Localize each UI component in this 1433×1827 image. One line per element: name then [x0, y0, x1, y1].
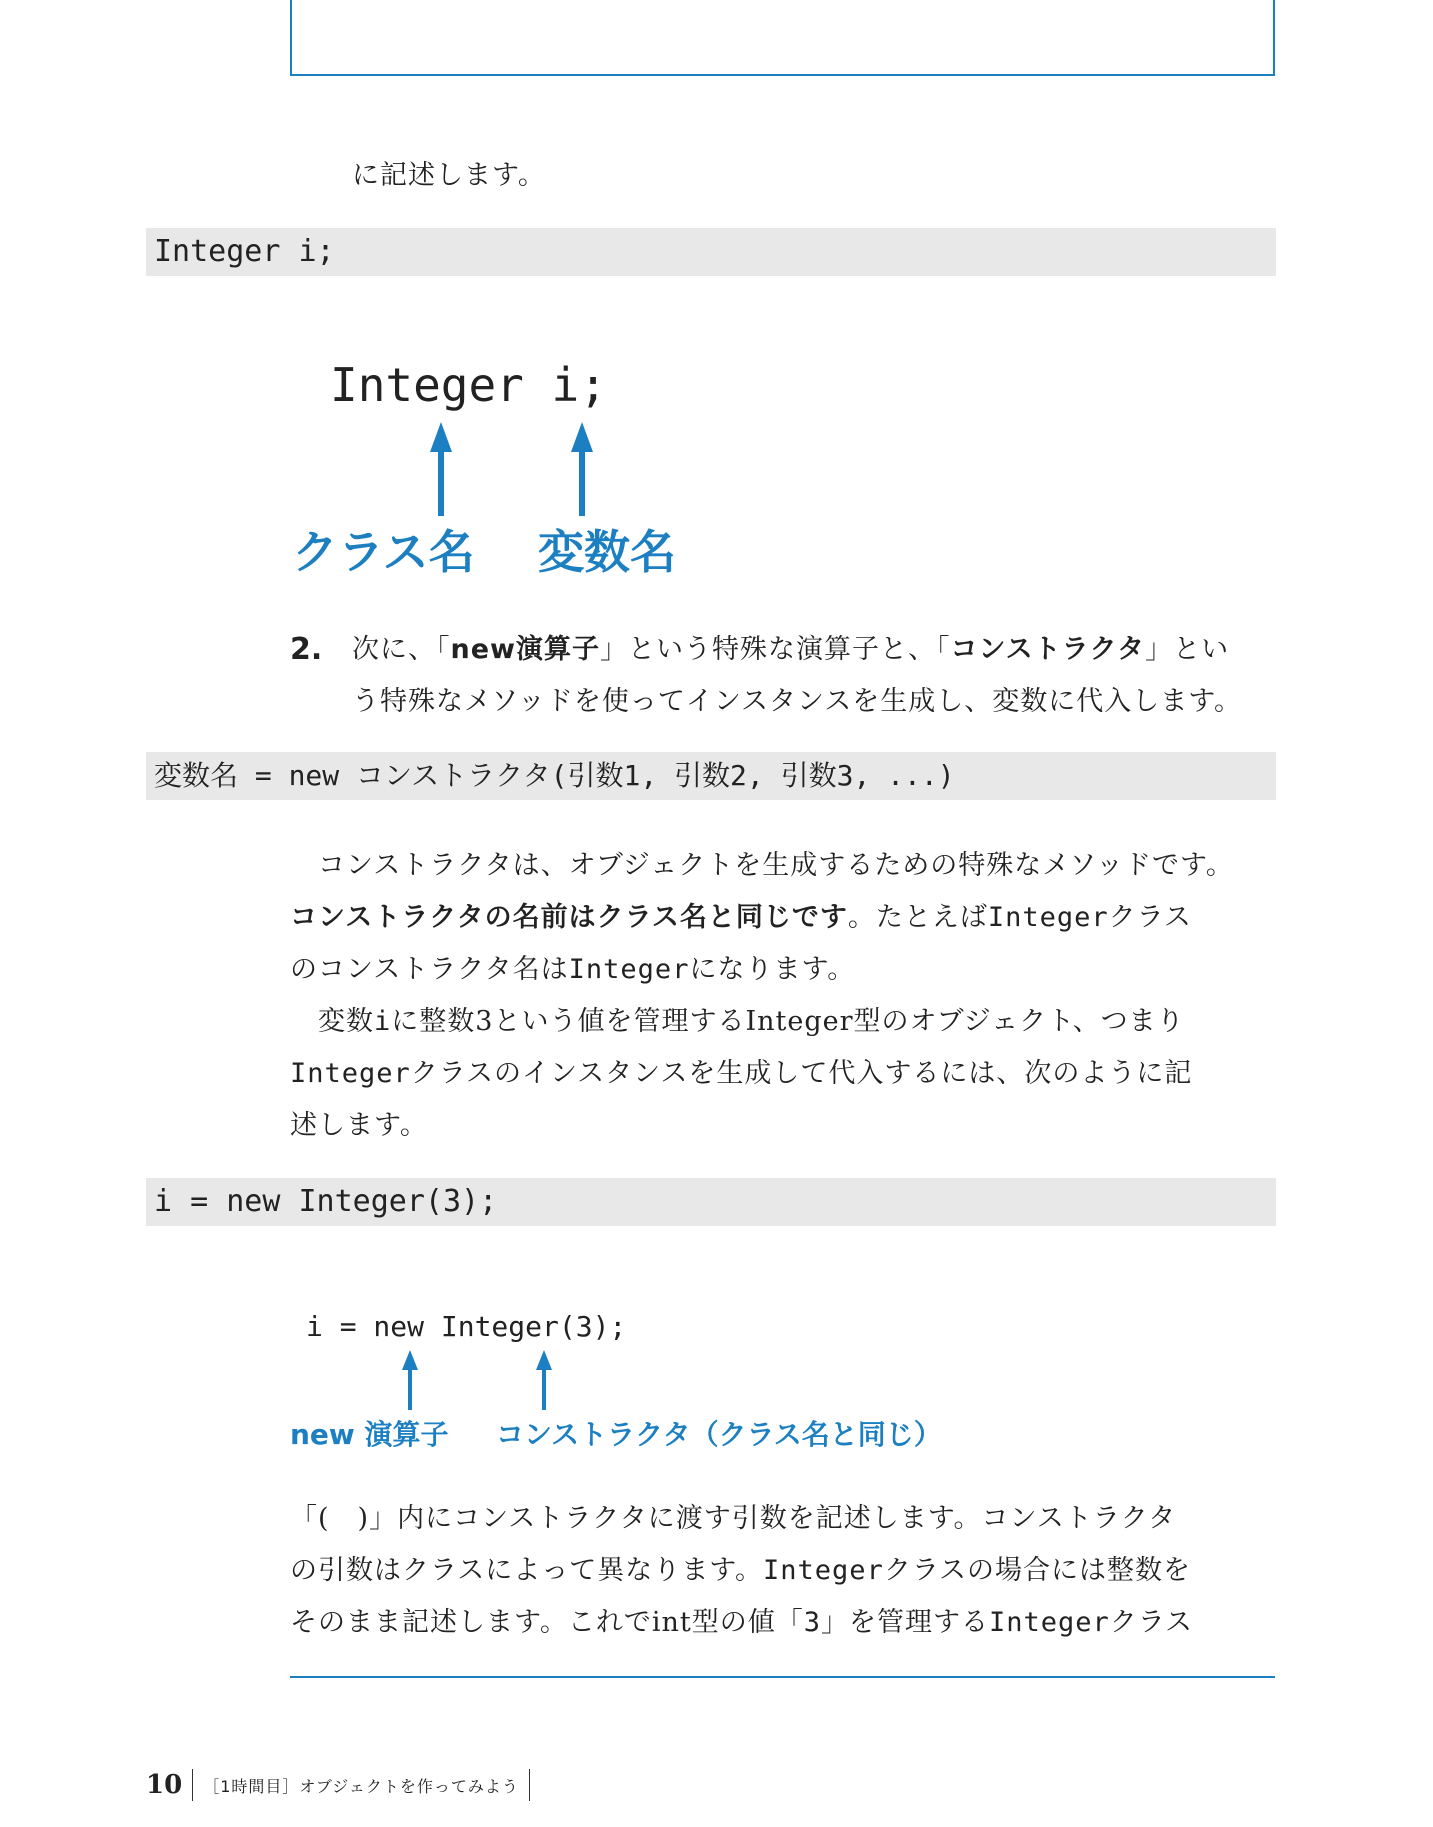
para1-text: になります。 — [689, 954, 856, 985]
inline-code: Integer — [987, 902, 1109, 933]
code-block-instantiation: i = new Integer(3); — [146, 1178, 1276, 1226]
inline-code: Integer — [568, 954, 690, 985]
code-block-declaration: Integer i; — [146, 228, 1276, 276]
para3-text: クラス — [1109, 1607, 1193, 1638]
para3-text: の引数はクラスによって異なります。 — [290, 1555, 764, 1586]
footer-divider — [529, 1769, 530, 1801]
arrow-up-icon — [428, 422, 454, 516]
page-number: 10 — [146, 1770, 183, 1800]
para2-text: に整数3という値を管理するInteger型のオブジェクト、つまり — [391, 1006, 1185, 1037]
para2-text: クラスのインスタンスを生成して代入するには、次のように記 — [410, 1058, 1193, 1089]
inline-code: Integer — [763, 1555, 884, 1586]
para1-emphasis: コンストラクタの名前はクラス名と同じです — [290, 902, 848, 933]
para1-line2 — [290, 892, 1192, 944]
page-footer — [146, 1765, 540, 1805]
para3-text: そのまま記述します。これでint型の値「 — [290, 1607, 804, 1638]
para1-line3 — [290, 944, 855, 996]
chapter-title: ［1時間目］オブジェクトを作ってみよう — [203, 1776, 519, 1796]
step2-text: 」という特殊な演算子と、「 — [599, 634, 951, 665]
code-block-constructor-syntax: 変数名 = new コンストラクタ(引数1, 引数2, 引数3, ...) — [146, 752, 1276, 800]
arrow-up-icon — [401, 1350, 419, 1410]
diagram1-class-label: クラス名 — [292, 525, 475, 579]
step2-line2: う特殊なメソッドを使ってインスタンスを生成し、変数に代入します。 — [352, 686, 1243, 717]
step2-emphasis-new-operator: new演算子 — [450, 634, 600, 665]
para1-text: 。たとえば — [847, 902, 988, 933]
para2-text: 変数 — [290, 1006, 374, 1037]
para3-text: クラスの場合には整数を — [883, 1555, 1192, 1586]
step2-text: 」とい — [1145, 634, 1230, 665]
para3-line1: 「( )」内にコンストラクタに渡す引数を記述します。コンストラクタ — [290, 1503, 1177, 1534]
inline-code: Integer — [988, 1607, 1110, 1638]
inline-code: Integer — [290, 1058, 411, 1089]
para3-line3 — [290, 1597, 1193, 1649]
inline-code: i — [374, 1006, 392, 1037]
para1-text: のコンストラクタ名は — [290, 954, 569, 985]
para3-line2 — [290, 1545, 1191, 1597]
diagram1-code: Integer i; — [330, 358, 607, 412]
arrow-up-icon — [569, 422, 595, 516]
footer-divider — [192, 1769, 193, 1801]
diagram2-constructor-label: コンストラクタ（クラス名と同じ） — [496, 1418, 942, 1451]
para3-text: 」を管理する — [820, 1607, 989, 1638]
diagram2-new-operator-label: new 演算子 — [290, 1418, 449, 1451]
arrow-up-icon — [535, 1350, 553, 1410]
para1-text: クラス — [1108, 902, 1192, 933]
para2-line1 — [290, 996, 1185, 1048]
section-divider — [290, 1676, 1275, 1678]
step2-text: 次に、「 — [352, 634, 451, 665]
para2-line2 — [290, 1048, 1192, 1100]
diagram2-code: i = new Integer(3); — [306, 1310, 627, 1343]
para1-line1: コンストラクタは、オブジェクトを生成するための特殊なメソッドです。 — [290, 850, 1234, 881]
para2-line3: 述します。 — [290, 1110, 428, 1141]
step2-line1 — [352, 624, 1229, 676]
step2-emphasis-constructor: コンストラクタ — [950, 634, 1146, 665]
inline-code: 3 — [803, 1607, 821, 1638]
intro-line: に記述します。 — [352, 160, 546, 191]
top-note-box — [290, 0, 1275, 76]
diagram1-variable-label: 変数名 — [538, 525, 676, 579]
step-number: 2. — [290, 632, 323, 667]
